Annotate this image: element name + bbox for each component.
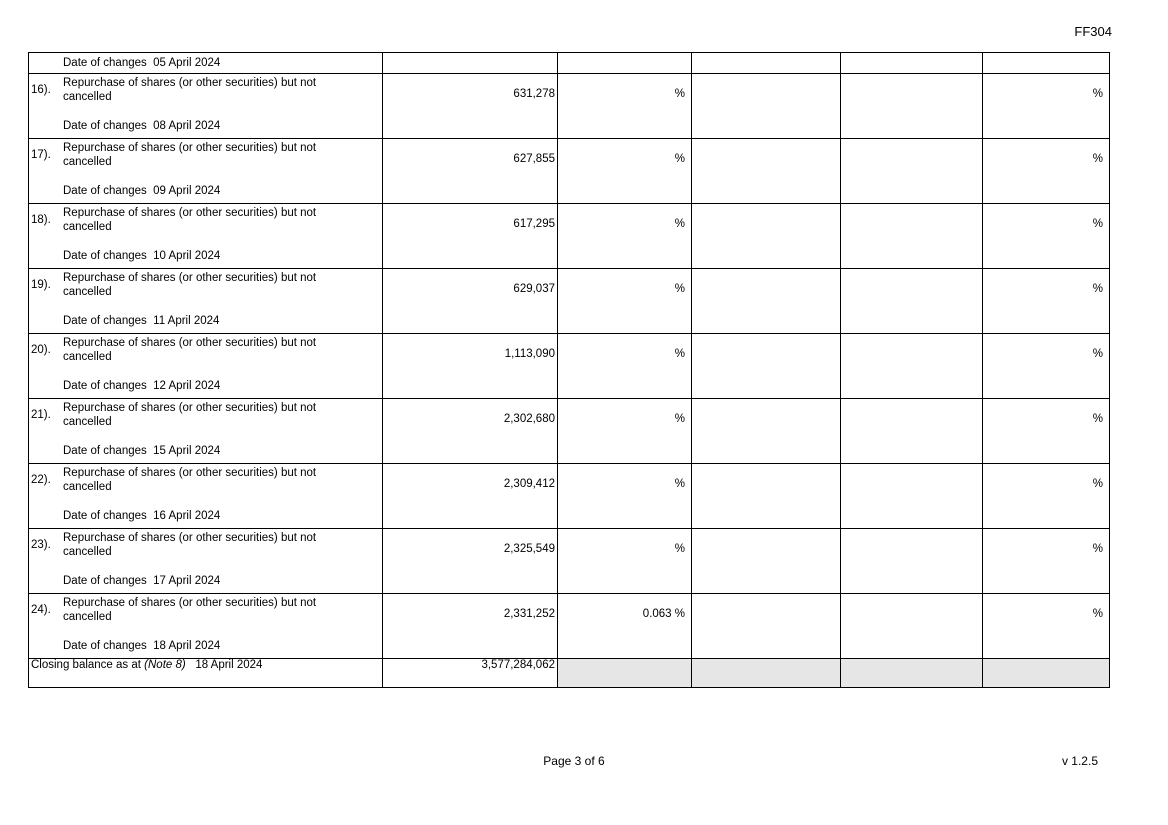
empty-cell [841, 74, 983, 139]
entry-description-cell [29, 334, 383, 399]
entry-description-cell [29, 529, 383, 594]
entry-description-cell [29, 74, 383, 139]
empty-cell [841, 399, 983, 464]
entry-percent-2-cell [983, 204, 1110, 269]
entry-value: 2,325,549 [503, 543, 555, 555]
version-label: v 1.2.5 [1061, 754, 1098, 768]
entry-percent: % [674, 543, 685, 555]
entry-value: 627,855 [513, 153, 555, 165]
table-row [29, 529, 1110, 594]
entry-description: Repurchase of shares (or other securities) but not cancelled [63, 142, 317, 168]
closing-balance-label-cell [29, 659, 383, 688]
entry-description: Repurchase of shares (or other securities) but not cancelled [63, 272, 317, 298]
empty-cell [692, 464, 841, 529]
entry-date-line [63, 380, 220, 392]
entry-description: Repurchase of shares (or other securities) but not cancelled [63, 597, 317, 623]
entry-percent-2-cell [983, 269, 1110, 334]
entry-value-cell [383, 139, 558, 204]
entry-value-cell [383, 269, 558, 334]
entry-percent-cell [558, 464, 692, 529]
entry-number: 19). [31, 279, 51, 291]
empty-cell [692, 269, 841, 334]
entry-percent-cell [558, 139, 692, 204]
empty-cell [841, 529, 983, 594]
date-value: 05 April 2024 [153, 57, 221, 69]
entry-percent-2: % [1092, 348, 1103, 360]
entry-description-cell [29, 594, 383, 659]
date-value: 15 April 2024 [153, 445, 221, 457]
entry-date-line [63, 185, 220, 197]
entry-description: Repurchase of shares (or other securities) but not cancelled [63, 402, 317, 428]
entry-percent-cell [558, 529, 692, 594]
date-value: 12 April 2024 [153, 380, 221, 392]
entry-number: 22). [31, 474, 51, 486]
entry-date-line [63, 640, 220, 652]
entry-percent-2: % [1092, 413, 1103, 425]
closing-label: Closing balance as at [31, 659, 141, 671]
date-label: Date of changes [63, 640, 147, 652]
first-date-line [29, 53, 382, 73]
date-value: 17 April 2024 [153, 575, 221, 587]
date-value: 16 April 2024 [153, 510, 221, 522]
shaded-cell [983, 659, 1110, 688]
table-row [29, 74, 1110, 139]
empty-cell [841, 334, 983, 399]
empty-cell [383, 53, 558, 74]
entry-number: 17). [31, 149, 51, 161]
entry-date-line [63, 510, 220, 522]
entry-percent: % [674, 413, 685, 425]
empty-cell [692, 53, 841, 74]
entry-value-cell [383, 529, 558, 594]
entry-percent: 0.063 % [642, 608, 685, 620]
empty-cell [841, 204, 983, 269]
empty-cell [558, 53, 692, 74]
date-label: Date of changes [63, 380, 147, 392]
entry-percent: % [674, 153, 685, 165]
table-row [29, 269, 1110, 334]
entry-percent-2-cell [983, 334, 1110, 399]
entry-percent-cell [558, 594, 692, 659]
entry-description-cell [29, 464, 383, 529]
table-row [29, 204, 1110, 269]
date-label: Date of changes [63, 575, 147, 587]
empty-cell [692, 399, 841, 464]
entry-percent: % [674, 88, 685, 100]
empty-cell [692, 204, 841, 269]
first-date-cell [29, 53, 383, 74]
entry-description-cell [29, 269, 383, 334]
entry-percent: % [674, 478, 685, 490]
table-row [29, 464, 1110, 529]
date-label: Date of changes [63, 185, 147, 197]
closing-date: 18 April 2024 [195, 659, 263, 671]
entry-value-cell [383, 334, 558, 399]
entry-percent-2: % [1092, 218, 1103, 230]
date-value: 11 April 2024 [153, 315, 220, 327]
entry-date-line [63, 575, 220, 587]
entry-percent-cell [558, 399, 692, 464]
entry-value-cell [383, 74, 558, 139]
empty-cell [692, 529, 841, 594]
entry-date-line [63, 120, 220, 132]
empty-cell [692, 594, 841, 659]
date-label: Date of changes [63, 510, 147, 522]
entry-number: 20). [31, 344, 51, 356]
entry-percent-2-cell [983, 594, 1110, 659]
table-row [29, 139, 1110, 204]
entry-percent-cell [558, 269, 692, 334]
date-label: Date of changes [63, 57, 147, 69]
entry-description: Repurchase of shares (or other securities) but not cancelled [63, 532, 317, 558]
entry-date-line [63, 250, 220, 262]
entry-percent-2-cell [983, 74, 1110, 139]
table-row [29, 594, 1110, 659]
entry-percent-2: % [1092, 543, 1103, 555]
form-code: FF304 [1074, 24, 1112, 39]
entry-percent-2: % [1092, 88, 1103, 100]
entry-percent-2: % [1092, 478, 1103, 490]
date-value: 10 April 2024 [153, 250, 221, 262]
entry-percent: % [674, 218, 685, 230]
empty-cell [841, 53, 983, 74]
date-label: Date of changes [63, 120, 147, 132]
entry-value-cell [383, 594, 558, 659]
date-label: Date of changes [63, 445, 147, 457]
entry-description-cell [29, 139, 383, 204]
closing-balance-value: 3,577,284,062 [383, 659, 558, 688]
entry-description: Repurchase of shares (or other securities) but not cancelled [63, 467, 317, 493]
empty-cell [841, 464, 983, 529]
entry-value: 631,278 [513, 88, 555, 100]
entry-percent-2: % [1092, 153, 1103, 165]
empty-cell [692, 139, 841, 204]
empty-cell [841, 269, 983, 334]
table-row [29, 399, 1110, 464]
entry-value: 1,113,090 [504, 348, 555, 360]
entry-description: Repurchase of shares (or other securities) but not cancelled [63, 337, 317, 363]
closing-balance-row [29, 659, 1110, 688]
entry-value: 629,037 [513, 283, 555, 295]
entry-date-line [63, 445, 220, 457]
date-label: Date of changes [63, 250, 147, 262]
entry-number: 24). [31, 604, 51, 616]
shaded-cell [841, 659, 983, 688]
empty-cell [692, 334, 841, 399]
entry-description-cell [29, 204, 383, 269]
entry-number: 21). [31, 409, 51, 421]
entry-value: 2,302,680 [503, 413, 555, 425]
entry-percent-cell [558, 74, 692, 139]
table-body [29, 53, 1110, 659]
table-row-first-date [29, 53, 1110, 74]
entry-value-cell [383, 399, 558, 464]
empty-cell [692, 74, 841, 139]
shaded-cell [692, 659, 841, 688]
date-value: 09 April 2024 [153, 185, 221, 197]
entry-value-cell [383, 464, 558, 529]
entry-number: 18). [31, 214, 51, 226]
page-number: Page 3 of 6 [543, 754, 605, 768]
entry-percent-2-cell [983, 399, 1110, 464]
share-movements-table [28, 52, 1110, 688]
entry-number: 16). [31, 84, 51, 96]
empty-cell [841, 139, 983, 204]
date-label: Date of changes [63, 315, 147, 327]
entry-description-cell [29, 399, 383, 464]
entry-percent-2: % [1092, 608, 1103, 620]
entry-percent-2: % [1092, 283, 1103, 295]
empty-cell [841, 594, 983, 659]
entry-number: 23). [31, 539, 51, 551]
entry-value-cell [383, 204, 558, 269]
entry-percent: % [674, 283, 685, 295]
entry-percent-2-cell [983, 139, 1110, 204]
entry-value: 2,309,412 [503, 478, 555, 490]
date-value: 18 April 2024 [153, 640, 221, 652]
entry-description: Repurchase of shares (or other securities) but not cancelled [63, 207, 317, 233]
entry-value: 2,331,252 [503, 608, 555, 620]
closing-note: (Note 8) [144, 659, 186, 671]
entry-percent-2-cell [983, 529, 1110, 594]
entry-date-line [63, 315, 219, 327]
entry-percent: % [674, 348, 685, 360]
entry-percent-cell [558, 334, 692, 399]
entry-value: 617,295 [513, 218, 555, 230]
empty-cell [983, 53, 1110, 74]
entry-percent-cell [558, 204, 692, 269]
shaded-cell [558, 659, 692, 688]
table-row [29, 334, 1110, 399]
entry-description: Repurchase of shares (or other securities) but not cancelled [63, 77, 317, 103]
date-value: 08 April 2024 [153, 120, 221, 132]
entry-percent-2-cell [983, 464, 1110, 529]
